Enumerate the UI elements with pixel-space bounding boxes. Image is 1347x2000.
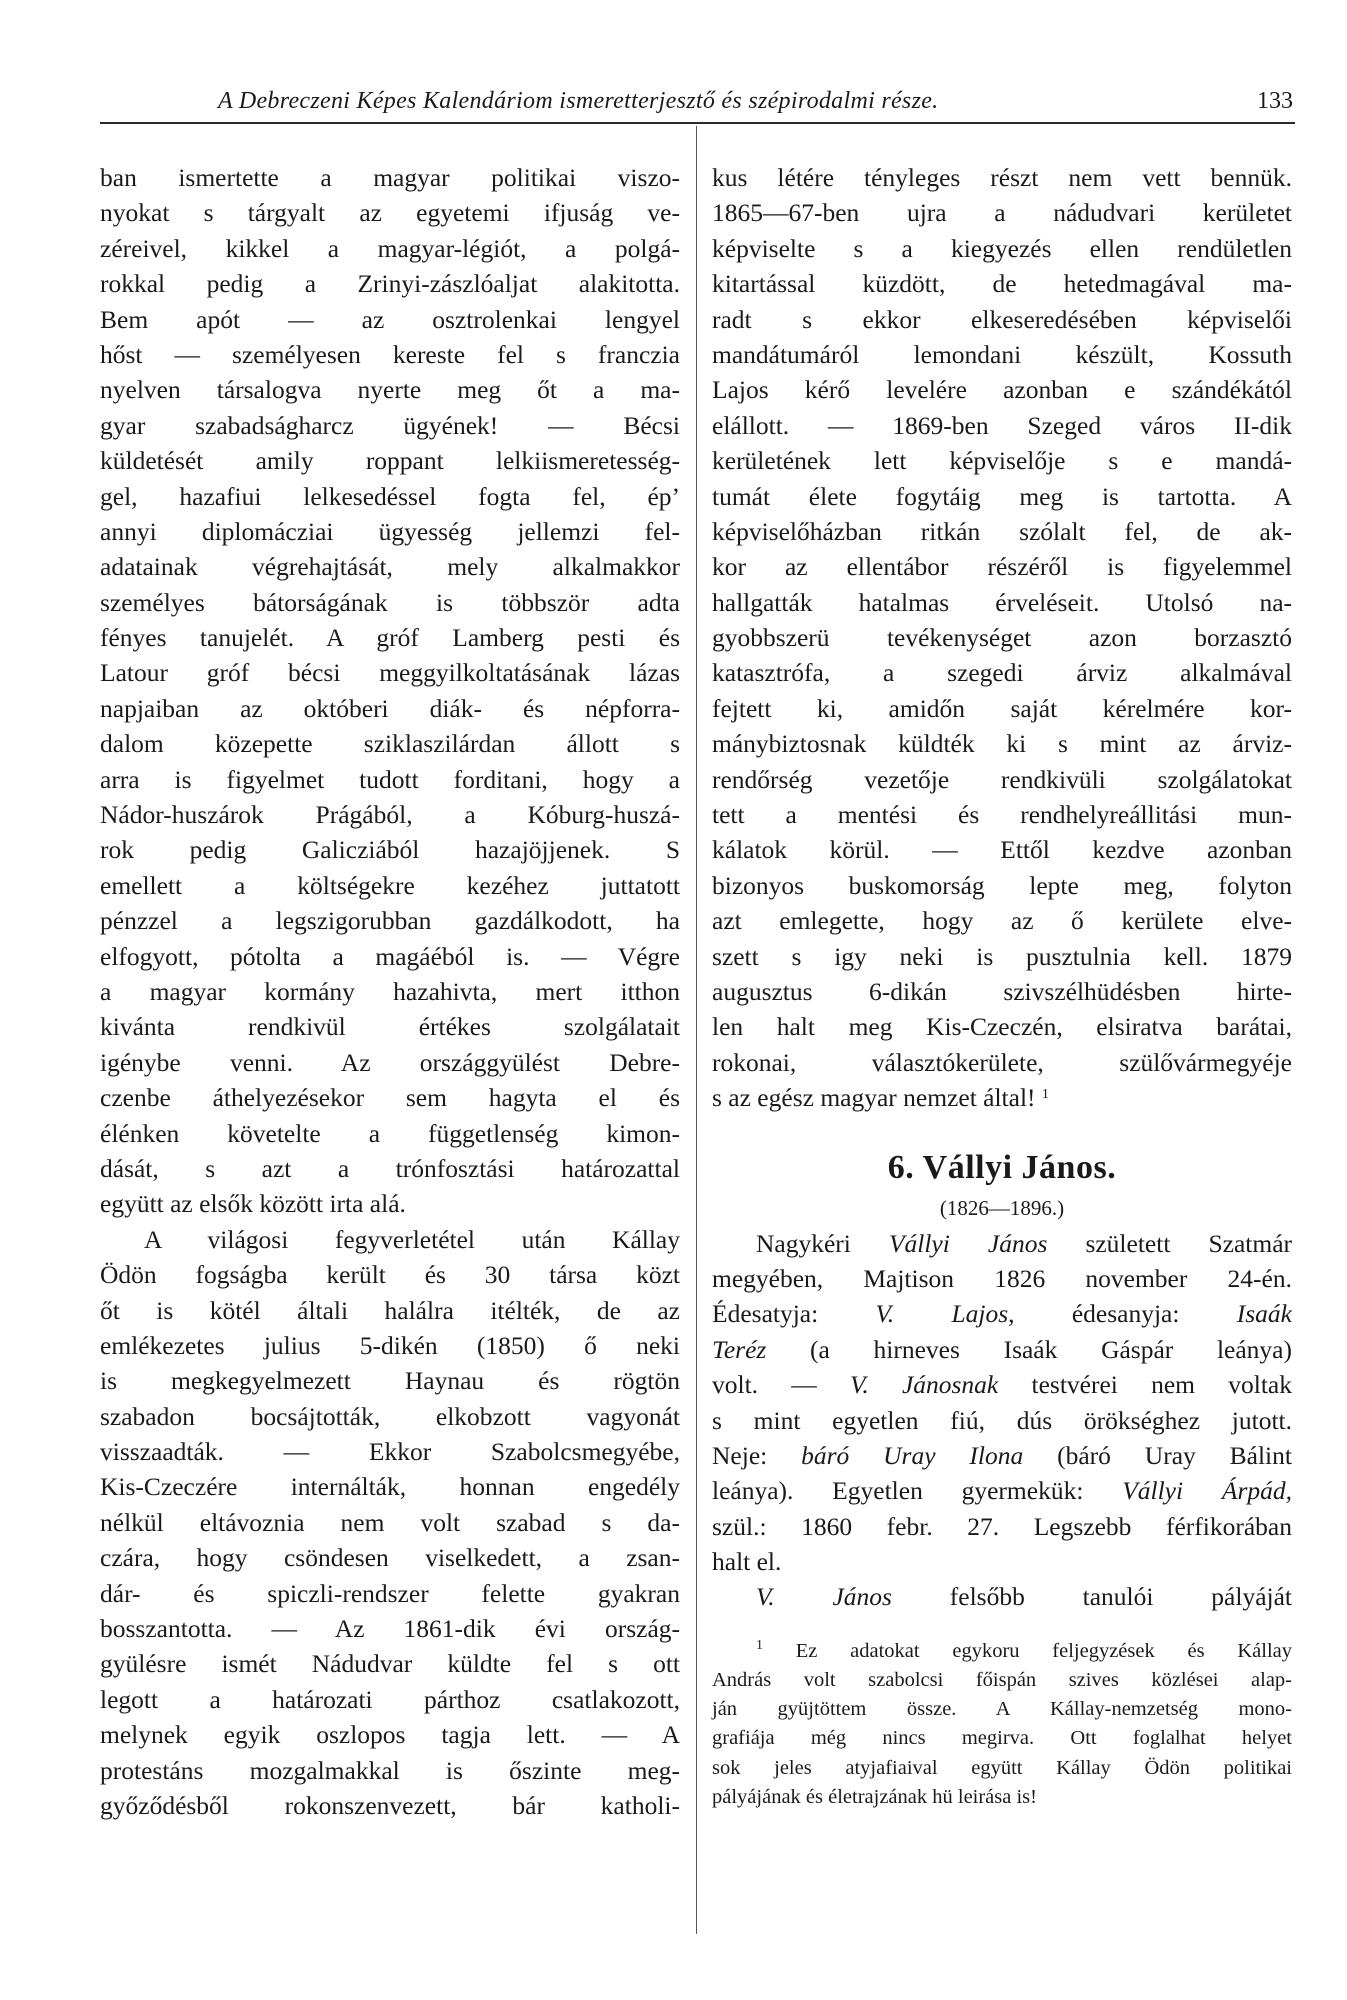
running-title: A Debreczeni Képes Kalendáriom ismeretterjesztő és szépirodalmi része. — [218, 88, 939, 114]
text-line: képviselte s a kiegyezés ellen rendületlen — [712, 233, 1292, 263]
text-line: visszaadták. — Ekkor Szabolcsmegyébe, — [100, 1437, 680, 1467]
text-line: kivánta rendkivül értékes szolgálatait — [100, 1012, 680, 1042]
text-line: nyokat s tárgyalt az egyetemi ifjuság ve- — [100, 198, 680, 228]
text-line: szett s igy neki is pusztulnia kell. 1879 — [712, 941, 1292, 971]
text-line: 1865—67-ben ujra a nádudvari kerületet — [712, 198, 1292, 228]
text-line: győződésből rokonszenvezett, bár katholi- — [100, 1790, 680, 1820]
text-line: augusztus 6-dikán szivszélhüdésben hirte- — [712, 976, 1292, 1006]
running-header — [100, 88, 1295, 120]
text-line: is megkegyelmezett Haynau és rögtön — [100, 1366, 680, 1396]
text-line: a magyar kormány hazahivta, mert itthon — [100, 976, 680, 1006]
text-line: dalom közepette sziklaszilárdan állott s — [100, 729, 680, 759]
text-line: pénzzel a legszigorubban gazdálkodott, ha — [100, 906, 680, 936]
footnote-reference[interactable]: 1 — [1041, 1087, 1049, 1103]
text-line: ban ismertette a magyar politikai viszo- — [100, 163, 680, 192]
text-line: bizonyos buskomorság lepte meg, folyton — [712, 870, 1292, 900]
text-line: gyülésre ismét Nádudvar küldte fel s ott — [100, 1649, 680, 1679]
left-column — [100, 160, 680, 1823]
text-line: hallgatták hatalmas érveléseit. Utolsó na- — [712, 587, 1292, 617]
text-line: megyében, Majtison 1826 november 24-én. — [712, 1263, 1292, 1293]
text-line: bosszantotta. — Az 1861-dik évi ország- — [100, 1614, 680, 1644]
text-line: képviselőházban ritkán szólalt fel, de ak- — [712, 516, 1292, 546]
text-line: azt emlegette, hogy az ő kerülete elve- — [712, 906, 1292, 936]
text-line: Nagykéri Vállyi János született Szatmár — [756, 1228, 1293, 1258]
text-line: rokonai, választókerülete, szülővármegyéje — [712, 1047, 1292, 1077]
text-line: Ödön fogságba került és 30 társa közt — [100, 1260, 680, 1290]
text-line: arra is figyelmet tudott forditani, hogy a — [100, 764, 680, 794]
text-line: együtt az elsők között irta alá. — [100, 1189, 406, 1219]
text-line: Édesatyja: V. Lajos, édesanyja: Isaák — [712, 1299, 1292, 1329]
text-line: szabadon bocsájtották, elkobzott vagyonát — [100, 1401, 680, 1431]
text-line: Teréz (a hirneves Isaák Gáspár leánya) — [712, 1334, 1292, 1364]
text-line: tumát élete fogytáig meg is tartotta. A — [712, 481, 1292, 511]
text-line: czára, hogy csöndesen viselkedett, a zsan- — [100, 1543, 680, 1573]
text-line: rendőrség vezetője rendkivüli szolgálatokat — [712, 764, 1292, 794]
text-line: emlékezetes julius 5-dikén (1850) ő neki — [100, 1330, 680, 1360]
text-line: őt is kötél általi halálra itélték, de az — [100, 1295, 680, 1325]
text-line: protestáns mozgalmakkal is őszinte meg- — [100, 1755, 680, 1785]
text-line: kerületének lett képviselője s e mandá- — [712, 446, 1292, 476]
text-line: sok jeles atyjafiaival együtt Kállay Ödön politikai — [712, 1756, 1292, 1779]
text-line: Bem apót — az osztrolenkai lengyel — [100, 304, 680, 334]
text-line: Latour gróf bécsi meggyilkoltatásának lázas — [100, 658, 680, 688]
text-line: V. János felsőbb tanulói pályáját — [756, 1582, 1292, 1612]
text-line: fejtett ki, amidőn saját kérelmére kor- — [712, 693, 1292, 723]
text-line: igénybe venni. Az országgyülést Debre- — [100, 1047, 680, 1077]
text-line: kor az ellentábor részéről is figyelemmel — [712, 552, 1292, 582]
footnote — [712, 1637, 1292, 1812]
text-line: küldetését amily roppant lelkiismeretesség- — [100, 446, 680, 476]
text-line: Neje: báró Uray Ilona (báró Uray Bálint — [712, 1440, 1292, 1470]
text-line: leánya). Egyetlen gyermekük: Vállyi Árpád, — [712, 1476, 1292, 1506]
text-line: s mint egyetlen fiú, dús örökséghez jutott. — [712, 1405, 1292, 1435]
text-line: nyelven társalogva nyerte meg őt a ma- — [100, 375, 680, 405]
text-line: pályájának és életrajzának hü leirása is! — [712, 1785, 1037, 1808]
section-heading: 6. Vállyi János. — [887, 1148, 1117, 1186]
text-line: András volt szabolcsi főispán szives közlései alap- — [712, 1669, 1292, 1692]
paragraph — [712, 160, 1292, 1080]
text-line: grafiája még nincs megirva. Ott foglalhat helyet — [712, 1727, 1292, 1750]
text-line: halt el. — [712, 1547, 782, 1577]
paragraph — [712, 1226, 1292, 1580]
text-line: dár- és spiczli-rendszer felette gyakran — [100, 1578, 680, 1608]
text-line: rokkal pedig a Zrinyi-zászlóaljat alakitotta. — [100, 269, 680, 299]
text-line: katasztrófa, a szegedi árviz alkalmával — [712, 658, 1292, 688]
footnote-marker: 1 — [756, 1637, 763, 1653]
page-number: 133 — [1257, 88, 1293, 114]
text-line: $^1$ Ez adatokat egykoru feljegyzések és Kállay — [756, 1637, 1292, 1662]
text-line: szül.: 1860 febr. 27. Legszebb férfikorában — [712, 1511, 1292, 1541]
header-rule — [100, 122, 1295, 124]
text-line: tett a mentési és rendhelyreállitási mun- — [712, 800, 1292, 830]
text-line: kitartással küzdött, de hetedmagával ma- — [712, 269, 1292, 299]
text-line: gyar szabadságharcz ügyének! — Bécsi — [100, 410, 680, 440]
column-divider — [696, 126, 697, 1934]
text-line: adatainak végrehajtását, mely alkalmakkor — [100, 552, 680, 582]
text-line: napjaiban az októberi diák- és népforra- — [100, 693, 680, 723]
paragraph — [100, 1222, 680, 1824]
text-line: fényes tanujelét. A gróf Lamberg pesti és — [100, 623, 680, 653]
text-line: zéreivel, kikkel a magyar-légiót, a polgá- — [100, 233, 680, 263]
text-line: gel, hazafiui lelkesedéssel fogta fel, ép’ — [100, 481, 680, 511]
text-line: rok pedig Galicziából hazajöjjenek. S — [100, 835, 680, 865]
text-line: gyobbszerü tevékenységet azon borzasztó — [712, 623, 1292, 653]
text-line: elfogyott, pótolta a magáéból is. — Végre — [100, 941, 680, 971]
right-column — [712, 160, 1292, 1812]
text-line: mánybiztosnak küldték ki s mint az árviz- — [712, 729, 1292, 759]
text-line: ján gyüjtöttem össze. A Kállay-nemzetség mono- — [712, 1698, 1292, 1721]
text-line: A világosi fegyverletétel után Kállay — [144, 1224, 680, 1254]
text-line: kálatok körül. — Ettől kezdve azonban — [712, 835, 1292, 865]
text-line: czenbe áthelyezésekor sem hagyta el és — [100, 1083, 680, 1113]
text-line: élénken követelte a függetlenség kimon- — [100, 1118, 680, 1148]
text-line: mandátumáról lemondani készült, Kossuth — [712, 339, 1292, 369]
text-line: kus létére tényleges részt nem vett bennük. — [712, 163, 1292, 192]
text-line: Kis-Czeczére internálták, honnan engedély — [100, 1472, 680, 1502]
text-line: Lajos kérő levelére azonban e szándékától — [712, 375, 1292, 405]
text-line: radt s ekkor elkeseredésében képviselői — [712, 304, 1292, 334]
text-line: s az egész magyar nemzet által! $^1$ — [712, 1083, 1049, 1113]
text-line: len halt meg Kis-Czeczén, elsiratva barátai, — [712, 1012, 1292, 1042]
text-line: Nádor-huszárok Prágából, a Kóburg-huszá- — [100, 800, 680, 830]
paragraph — [712, 1579, 1292, 1614]
text-line: volt. — V. Jánosnak testvérei nem voltak — [712, 1370, 1292, 1400]
text-line: melynek egyik oszlopos tagja lett. — A — [100, 1720, 680, 1750]
text-line: nélkül eltávoznia nem volt szabad s da- — [100, 1507, 680, 1537]
text-line: emellett a költségekre kezéhez juttatott — [100, 870, 680, 900]
text-line: annyi diplomácziai ügyesség jellemzi fel- — [100, 516, 680, 546]
paragraph — [100, 160, 680, 1222]
text-line: legott a határozati párthoz csatlakozott, — [100, 1684, 680, 1714]
text-line: hőst — személyesen kereste fel s franczia — [100, 339, 680, 369]
text-line: elállott. — 1869-ben Szeged város II-dik — [712, 410, 1292, 440]
text-line: személyes bátorságának is többször adta — [100, 587, 680, 617]
section-dates: (1826—1896.) — [939, 1195, 1065, 1220]
text-line: dását, s azt a trónfosztási határozattal — [100, 1153, 680, 1183]
